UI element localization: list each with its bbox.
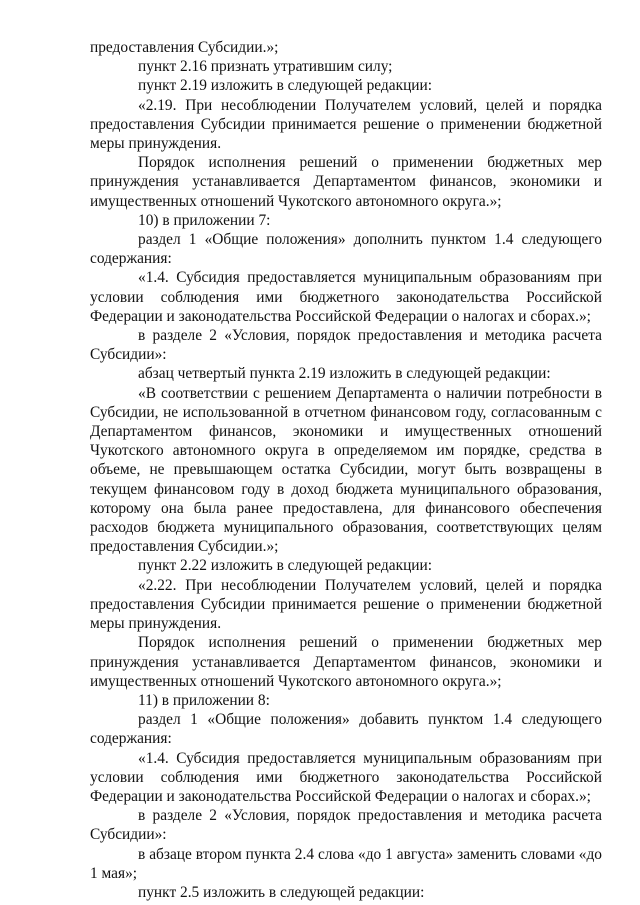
paragraph-item-2-22-text: «2.22. При несоблюдении Получателем условий, целей и порядка предоставления Субсидии принимается решение о применении бюджетной меры принуждения.	[90, 576, 602, 633]
paragraph-item-2-22-intro: пункт 2.22 изложить в следующей редакции:	[138, 557, 433, 575]
document-page	[90, 38, 602, 902]
paragraph-enforcement-order-2: Порядок исполнения решений о применении бюджетных мер принуждения устанавливается Департаментом финансов, экономики и имущественных отношений Чукотского автономного округа.»;	[90, 634, 602, 690]
paragraph-item-2-5-intro: пункт 2.5 изложить в следующей редакции:	[138, 883, 425, 901]
paragraph-section-1-add: раздел 1 «Общие положения» дополнить пунктом 1.4 следующего содержания:	[90, 231, 602, 268]
paragraph-section-2-b: в разделе 2 «Условия, порядок предоставления и методика расчета Субсидии»:	[90, 807, 602, 844]
paragraph-item-2-19-intro: пункт 2.19 изложить в следующей редакции:	[138, 77, 433, 95]
paragraph-item-2-4: в абзаце втором пункта 2.4 слова «до 1 августа» заменить словами «до 1 мая»;	[90, 845, 602, 882]
paragraph-item-2-19-fourth: абзац четвертый пункта 2.19 изложить в следующей редакции:	[138, 365, 551, 383]
paragraph-appendix-7: 10) в приложении 7:	[138, 211, 271, 229]
paragraph-continuation: предоставления Субсидии.»;	[90, 39, 279, 56]
paragraph-item-2-19-text: «2.19. При несоблюдении Получателем условий, целей и порядка предоставления Субсидии принимается решение о применении бюджетной меры принуждения.	[90, 96, 602, 153]
paragraph-appendix-8: 11) в приложении 8:	[138, 691, 270, 709]
paragraph-enforcement-order: Порядок исполнения решений о применении бюджетных мер принуждения устанавливается Департаментом финансов, экономики и имущественных отношений Чукотского автономного округа.»;	[90, 154, 602, 210]
paragraph-remainder-return: «В соответствии с решением Департамента о наличии потребности в Субсидии, не использованной в отчетном финансовом году, согласованным с Департаментом финансов, экономики и имущественных отношений Чукотского автономного округа в определяемом им порядке, средства в объеме, не превышающем остатка Субсидии, могут быть возвращены в текущем финансовом году в доход бюджета муниципального образования, которому она была ранее предоставлена, для финансового обеспечения расходов бюджета муниципального образования, соответствующих целям предоставления Субсидии.»;	[90, 384, 602, 556]
paragraph-item-2-16: пункт 2.16 признать утратившим силу;	[138, 58, 393, 76]
paragraph-section-2: в разделе 2 «Условия, порядок предоставления и методика расчета Субсидии»:	[90, 327, 602, 364]
paragraph-item-1-4-text-2: «1.4. Субсидия предоставляется муниципальным образованиям при условии соблюдения ими бюджетного законодательства Российской Федерации и законодательства Российской Федерации о налогах и сборах.»;	[90, 749, 602, 805]
paragraph-item-1-4-text: «1.4. Субсидия предоставляется муниципальным образованиям при условии соблюдения ими бюджетного законодательства Российской Федерации и законодательства Российской Федерации о налогах и сборах.»;	[90, 269, 602, 325]
paragraph-section-1-add-2: раздел 1 «Общие положения» добавить пунктом 1.4 следующего содержания:	[90, 711, 602, 748]
